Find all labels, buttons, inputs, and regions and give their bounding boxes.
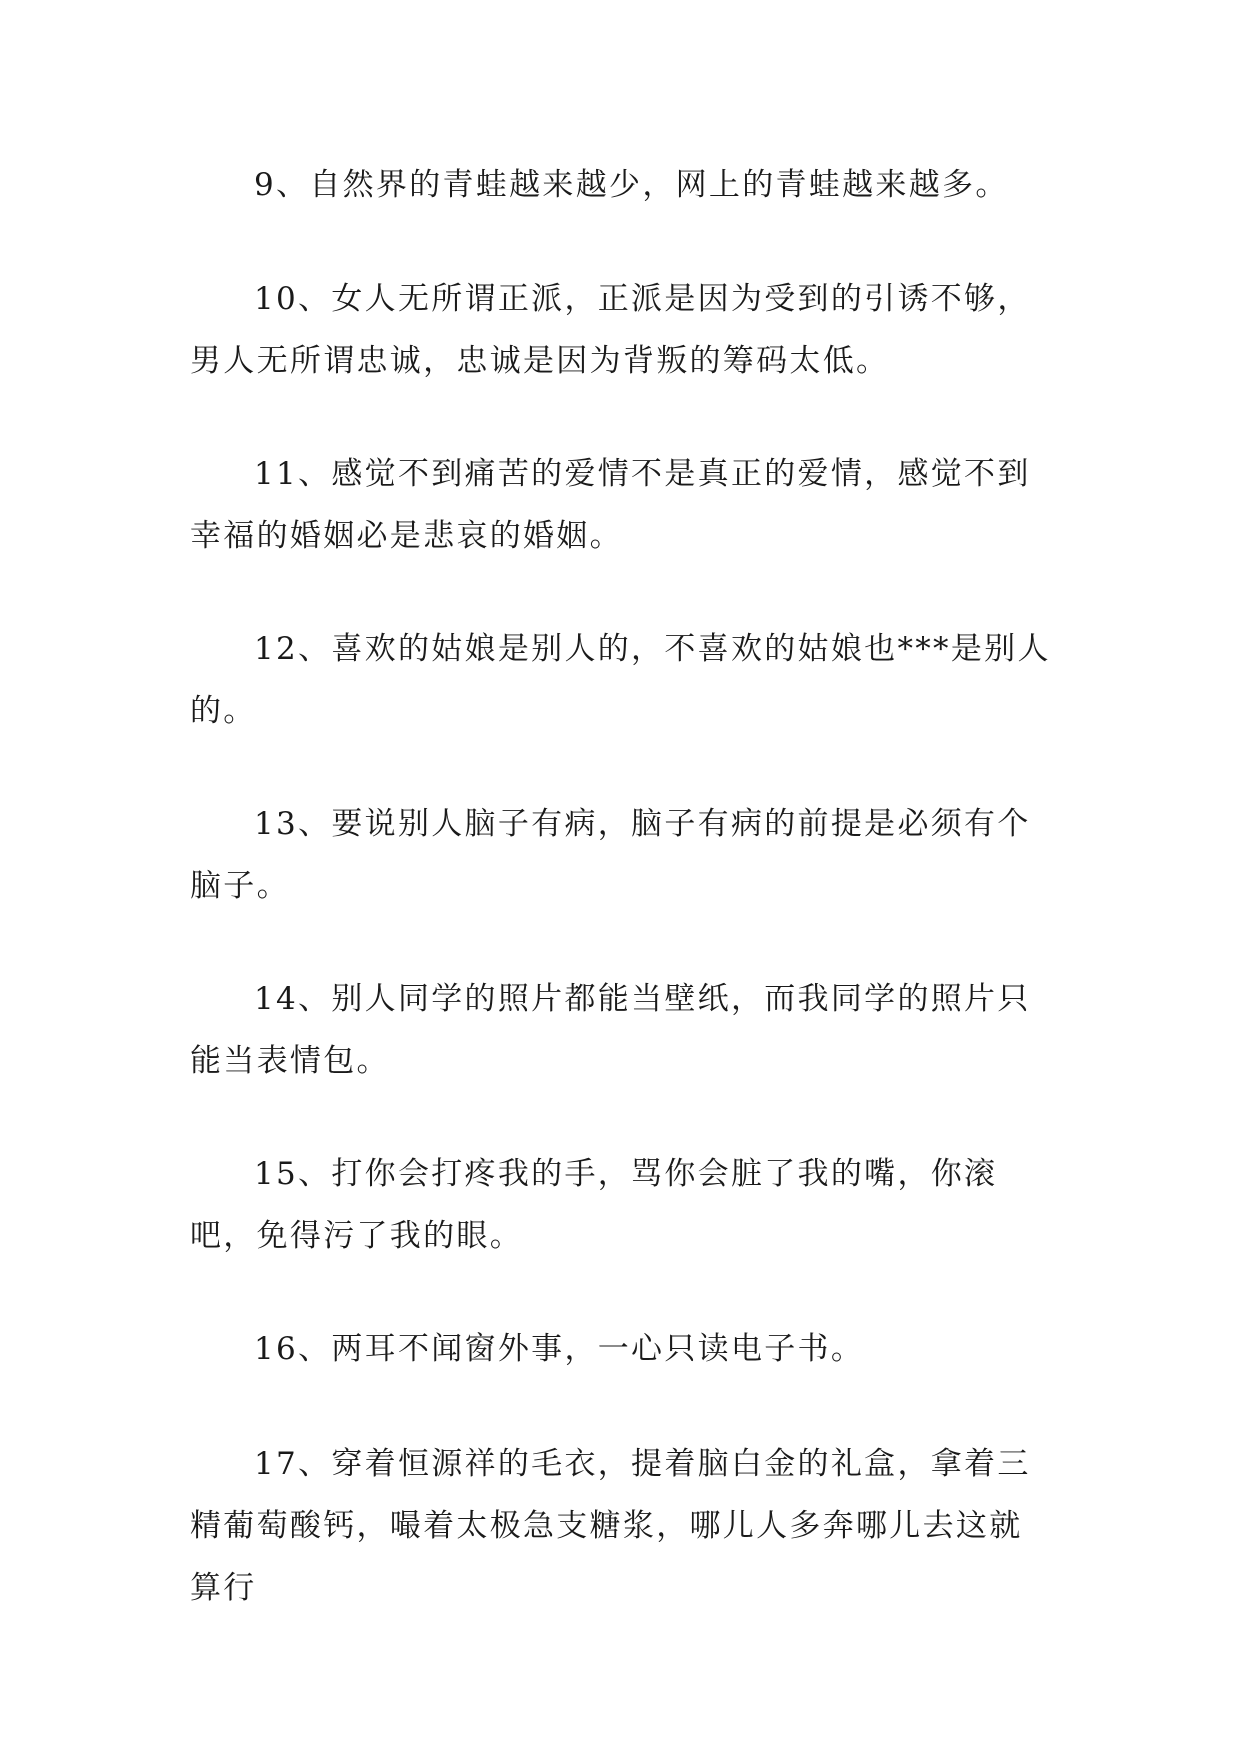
paragraph-item-9: 9、自然界的青蛙越来越少，网上的青蛙越来越多。 xyxy=(254,167,1009,203)
paragraph-item-14: 14、别人同学的照片都能当壁纸，而我同学的照片只能当表情包。 xyxy=(190,981,1031,1079)
paragraph-item-16: 16、两耳不闻窗外事，一心只读电子书。 xyxy=(254,1331,865,1367)
paragraph-item-10: 10、女人无所谓正派，正派是因为受到的引诱不够，男人无所谓忠诚，忠诚是因为背叛的筹码太低。 xyxy=(190,281,1031,379)
paragraph-item-13: 13、要说别人脑子有病，脑子有病的前提是必须有个脑子。 xyxy=(190,806,1031,904)
paragraph-item-12: 12、喜欢的姑娘是别人的，不喜欢的姑娘也***是别人的。 xyxy=(190,631,1051,729)
paragraph-item-17: 17、穿着恒源祥的毛衣，提着脑白金的礼盒，拿着三精葡萄酸钙，嘬着太极急支糖浆，哪儿人多奔哪儿去这就算行 xyxy=(190,1446,1031,1606)
paragraph-item-15: 15、打你会打疼我的手，骂你会脏了我的嘴，你滚吧，免得污了我的眼。 xyxy=(190,1156,998,1254)
paragraph-item-11: 11、感觉不到痛苦的爱情不是真正的爱情，感觉不到幸福的婚姻必是悲哀的婚姻。 xyxy=(190,456,1031,554)
